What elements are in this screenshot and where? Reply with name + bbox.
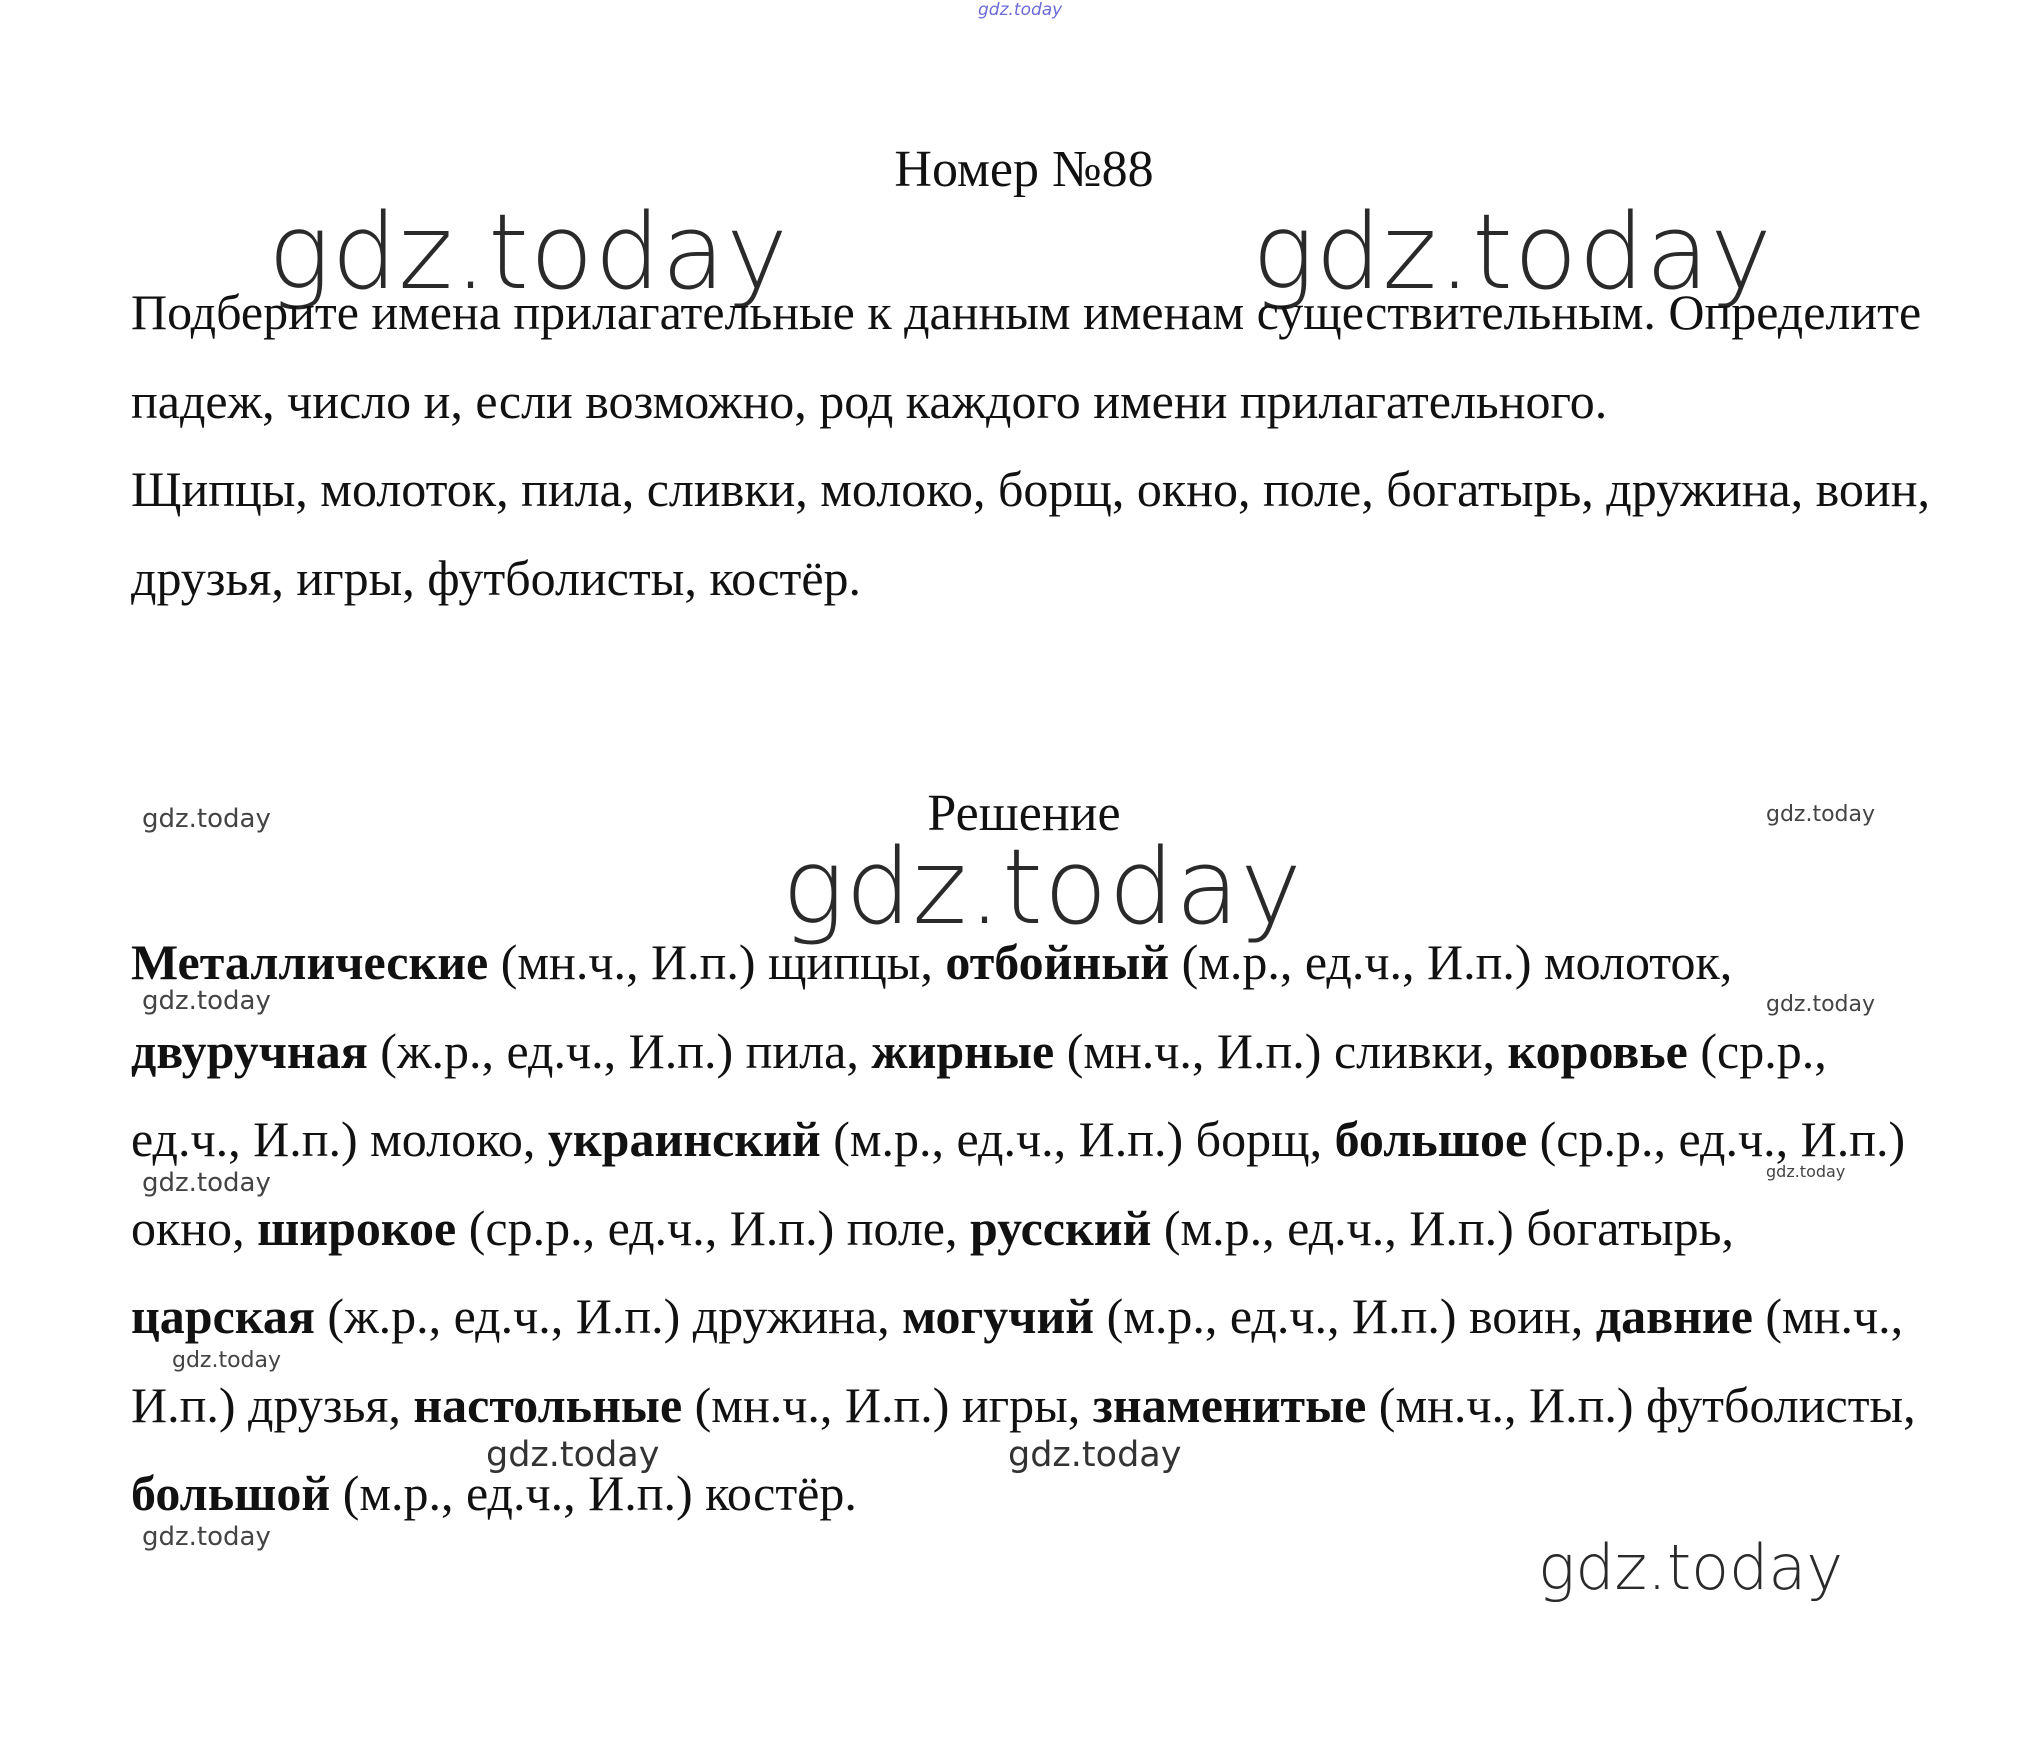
watermark-small-2: gdz.today (1766, 802, 1876, 827)
adjective: русский (969, 1199, 1152, 1256)
watermark-large-4: gdz.today (1538, 1531, 1844, 1604)
grammar-info: (ж.р., ед.ч., И.п.) (367, 1022, 746, 1079)
grammar-info: (м.р., ед.ч., И.п.) (330, 1465, 706, 1521)
adjective: двуручная (131, 1022, 368, 1079)
noun: костёр (705, 1465, 845, 1521)
watermark-small-5: gdz.today (142, 1168, 271, 1198)
separator: , (232, 1199, 258, 1256)
adjective: давние (1595, 1288, 1753, 1344)
adjective: большое (1334, 1111, 1528, 1167)
noun: воин (1469, 1288, 1571, 1344)
grammar-info: (мн.ч., И.п.) (1054, 1022, 1334, 1079)
pair (131, 1023, 871, 1079)
noun: игры (961, 1376, 1068, 1433)
pair (945, 934, 1732, 990)
watermark-mid-1: gdz.today (486, 1435, 660, 1475)
separator: , (877, 1288, 903, 1344)
adjective: настольные (413, 1376, 683, 1433)
noun: пила (745, 1022, 847, 1079)
adjective: жирные (871, 1022, 1055, 1079)
pair (257, 1200, 970, 1256)
watermark-small-1: gdz.today (142, 804, 271, 834)
adjective: Металлические (131, 934, 489, 990)
separator: , (846, 1022, 872, 1079)
adjective: царская (131, 1288, 315, 1344)
noun: друзья (248, 1376, 389, 1433)
watermark-small-7: gdz.today (172, 1348, 282, 1373)
separator: , (920, 934, 946, 990)
pair (131, 1465, 857, 1521)
grammar-info: (ж.р., ед.ч., И.п.) (314, 1288, 693, 1344)
grammar-info: (ср.р., ед.ч., И.п.) (1527, 1111, 1906, 1167)
page-title: Номер №88 (894, 141, 1154, 198)
grammar-info: (м.р., ед.ч., И.п.) (820, 1111, 1196, 1167)
watermark-small-8: gdz.today (142, 1522, 271, 1552)
noun: щипцы (767, 934, 921, 990)
pair (902, 1288, 1596, 1344)
separator: , (1903, 1376, 1916, 1433)
watermark-mid-2: gdz.today (1008, 1435, 1182, 1475)
grammar-info: (м.р., ед.ч., И.п.) (1169, 934, 1545, 990)
adjective: коровье (1507, 1022, 1688, 1079)
pair (131, 934, 945, 990)
separator: , (1309, 1111, 1335, 1167)
noun: сливки (1333, 1022, 1483, 1079)
watermark-large-1: gdz.today (268, 191, 789, 313)
separator: . (844, 1465, 857, 1521)
noun: молоко (370, 1111, 523, 1167)
adjective: могучий (902, 1288, 1095, 1344)
watermark-small-6: gdz.today (1766, 1162, 1846, 1181)
watermark-top: gdz.today (978, 0, 1063, 20)
separator: , (1067, 1376, 1093, 1433)
grammar-info: (ср.р., ед.ч., И.п.) (456, 1199, 847, 1256)
separator: , (944, 1199, 970, 1256)
noun: поле (846, 1199, 945, 1256)
grammar-info: (мн.ч., И.п.) (682, 1376, 962, 1433)
separator: , (1482, 1022, 1508, 1079)
adjective: украинский (547, 1111, 821, 1167)
pair (548, 1111, 1335, 1167)
watermark-large-2: gdz.today (1252, 191, 1773, 313)
task-words: Щипцы, молоток, пила, сливки, молоко, борщ, окно, поле, богатырь, дружина, воин, друзья, игры, футболисты, костёр. (131, 461, 1930, 606)
watermark-small-4: gdz.today (1766, 992, 1876, 1017)
pair (871, 1023, 1507, 1079)
grammar-info: (мн.ч., И.п.) (488, 934, 768, 990)
adjective: отбойный (945, 934, 1170, 990)
separator: , (1570, 1288, 1596, 1344)
adjective: большой (131, 1465, 331, 1521)
noun: дружина (692, 1288, 878, 1344)
grammar-info: (м.р., ед.ч., И.п.) (1094, 1288, 1469, 1344)
separator: , (388, 1376, 414, 1433)
watermark-small-3: gdz.today (142, 986, 271, 1016)
solution-answer (131, 918, 1921, 1538)
noun: футболисты (1646, 1376, 1904, 1433)
separator: , (1721, 1199, 1734, 1256)
noun: борщ (1195, 1111, 1310, 1167)
separator: , (1719, 934, 1733, 990)
pair (131, 1288, 902, 1344)
grammar-info: (мн.ч., И.п.) (131, 1288, 1904, 1433)
pair (970, 1200, 1734, 1256)
watermark-large-3: gdz.today (782, 826, 1303, 948)
adjective: знаменитые (1092, 1376, 1367, 1433)
solution-title: Решение (927, 785, 1121, 842)
pair (1093, 1377, 1916, 1433)
task-paragraph: Подберите имена прилагательные к данным именам существительным. Определите падеж, число и, если возможно, род каждого имени прилагательного. (131, 284, 1922, 429)
grammar-info: (ср.р., ед.ч., И.п.) (131, 1022, 1827, 1167)
adjective: широкое (257, 1199, 457, 1256)
grammar-info: (м.р., ед.ч., И.п.) (1151, 1199, 1527, 1256)
noun: богатырь (1526, 1199, 1722, 1256)
separator: , (522, 1111, 548, 1167)
noun: молоток (1544, 934, 1720, 990)
task-text (131, 268, 1961, 622)
grammar-info: (мн.ч., И.п.) (1366, 1376, 1647, 1433)
noun: окно (131, 1199, 233, 1256)
pair (413, 1377, 1092, 1433)
